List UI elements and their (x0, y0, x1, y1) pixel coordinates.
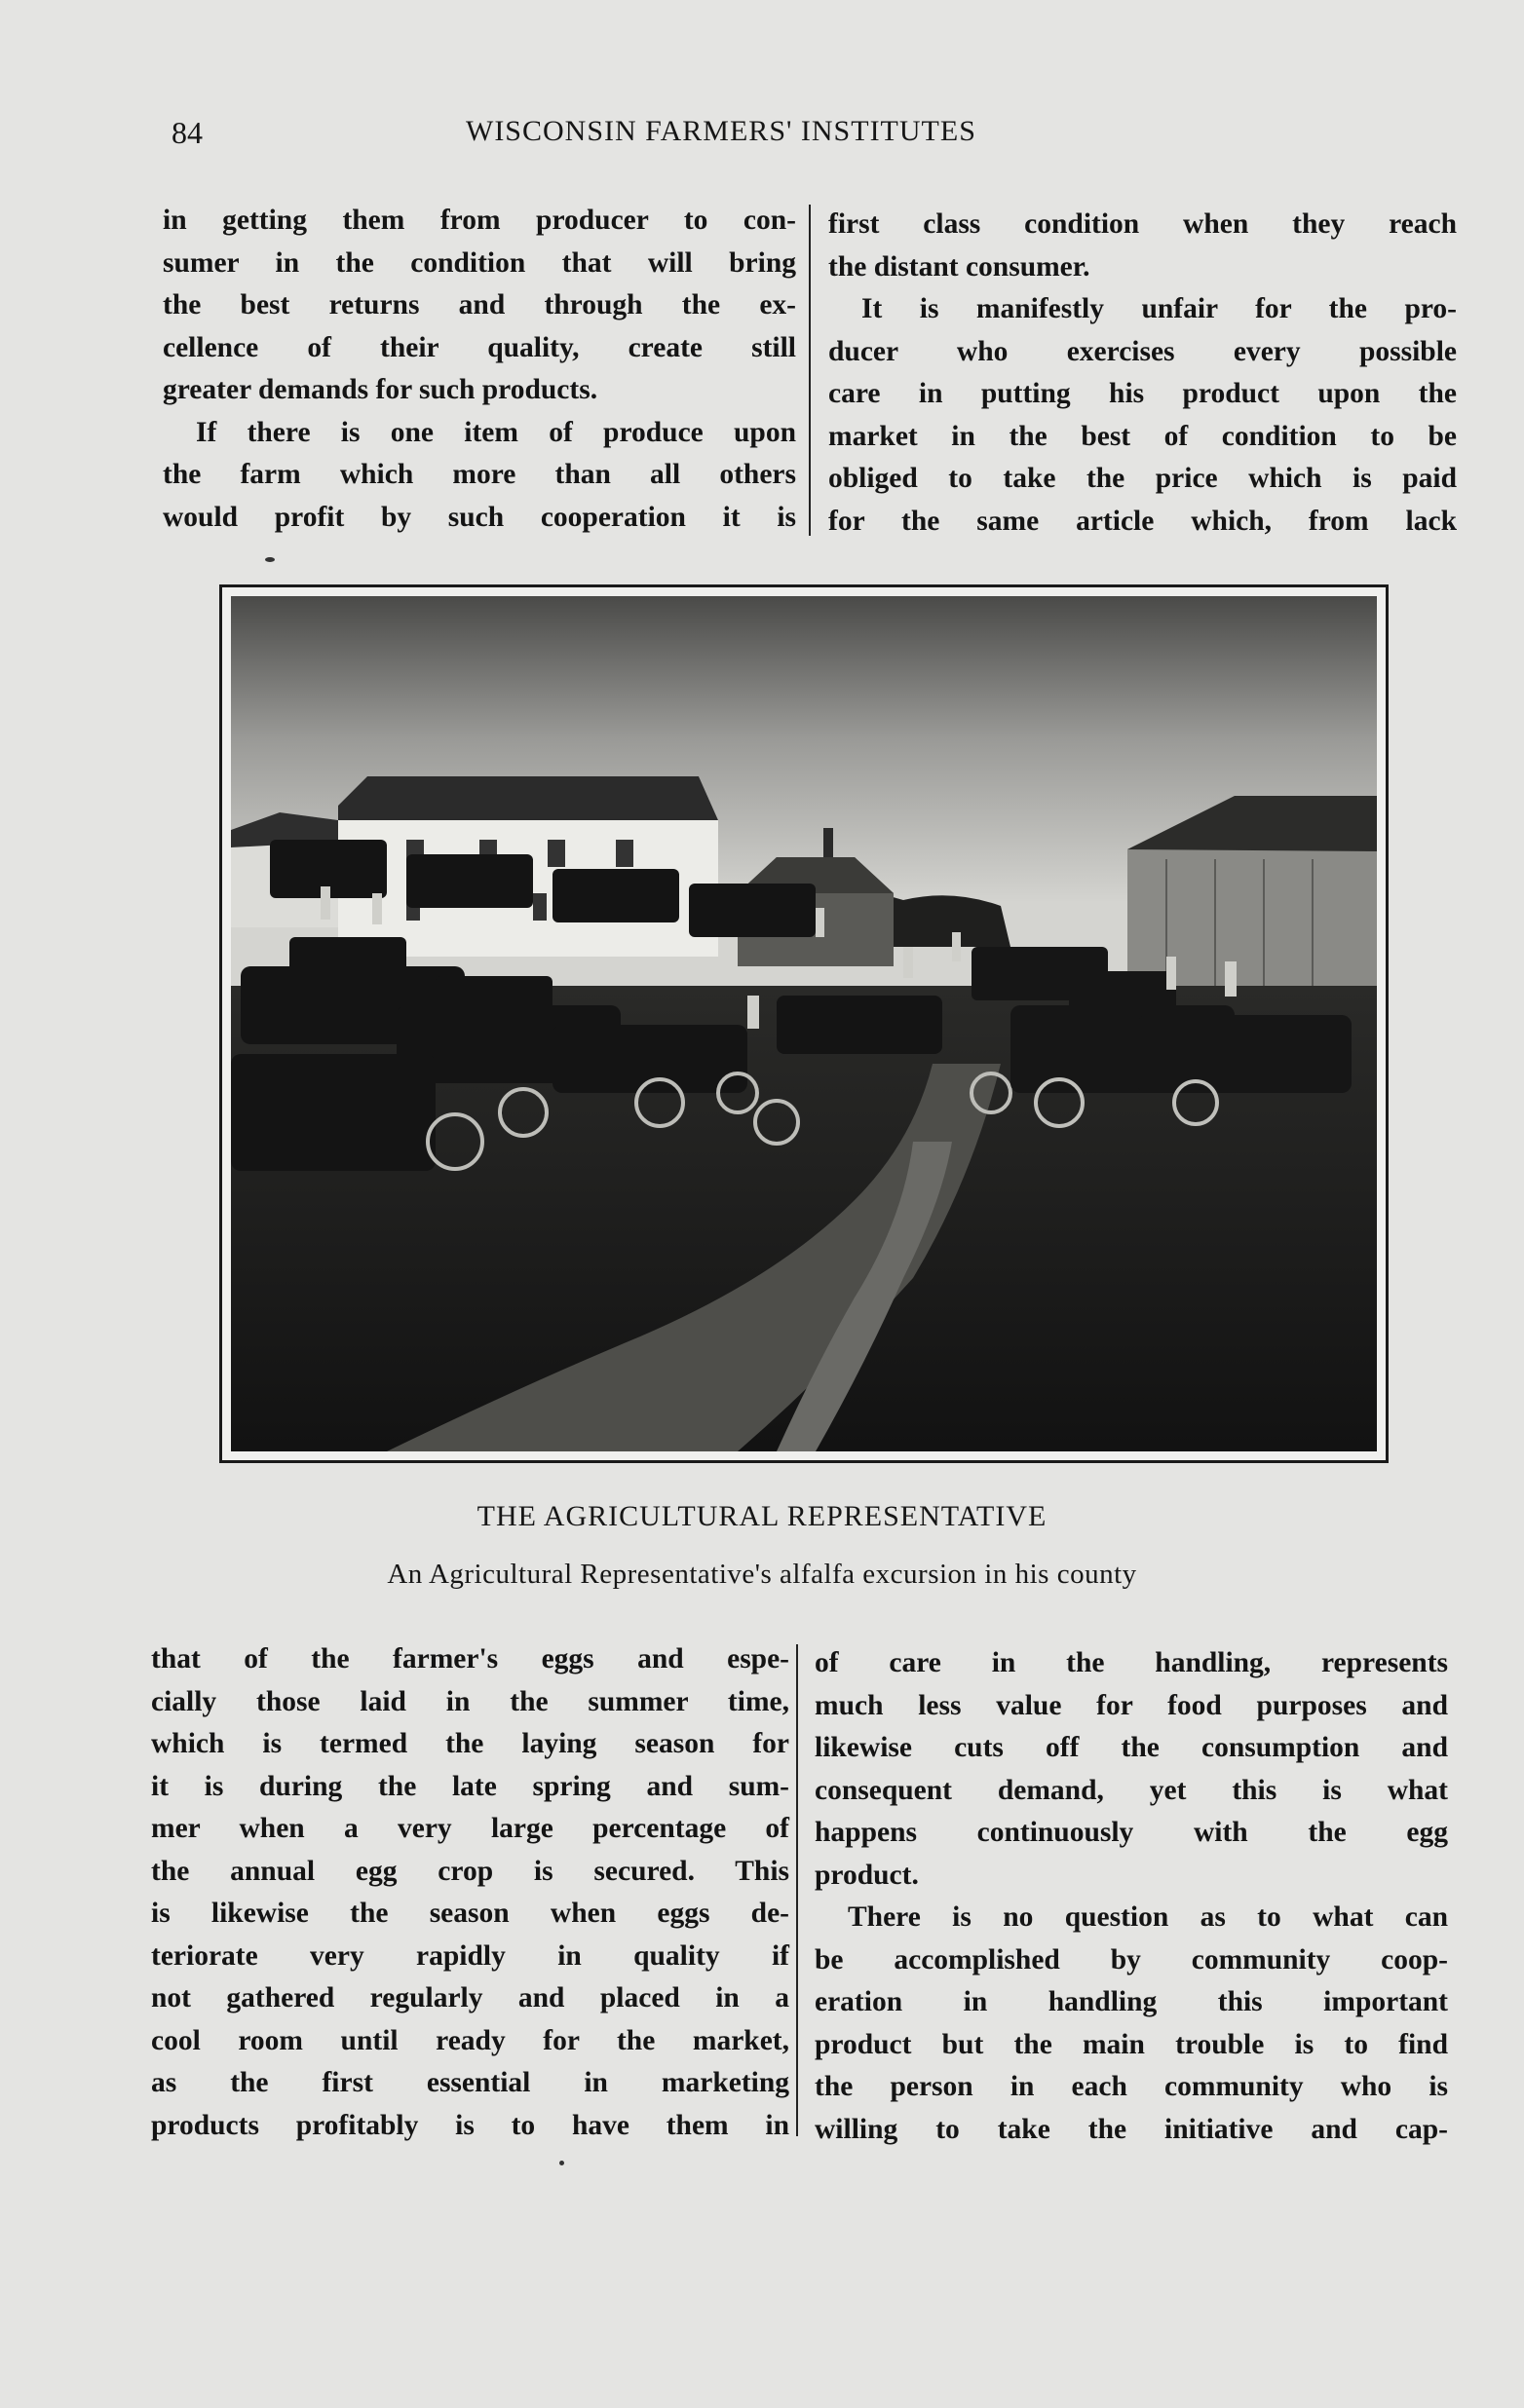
text-line: which is termed the laying season for (151, 1728, 789, 1759)
text-line: cool room until ready for the market, (151, 2024, 789, 2056)
text-line: market in the best of condition to be (828, 420, 1457, 452)
text-line: the person in each community who is (815, 2071, 1448, 2102)
text-line: mer when a very large percentage of (151, 1813, 789, 1844)
text-line: the annual egg crop is secured. This (151, 1855, 789, 1887)
text-line: teriorate very rapidly in quality if (151, 1939, 789, 1972)
photograph (219, 584, 1389, 1463)
text-line: for the same article which, from lack (828, 505, 1457, 537)
page-number: 84 (171, 115, 203, 150)
page-header (164, 115, 1391, 164)
bottom-right-column (815, 1642, 1448, 2151)
text-line: it is during the late spring and sum- (151, 1770, 789, 1802)
text-line: product but the main trouble is to find (815, 2028, 1448, 2060)
text-line: willing to take the initiative and cap- (815, 2113, 1448, 2145)
text-line: is likewise the season when eggs de- (151, 1898, 789, 1929)
text-line: If there is one item of produce upon (196, 416, 796, 448)
text-line: in getting them from producer to con- (163, 205, 796, 236)
text-line: would profit by such cooperation it is (163, 501, 796, 533)
farm-scene-photo (231, 596, 1377, 1451)
text-line: cially those laid in the summer time, (151, 1685, 789, 1717)
top-left-column (163, 200, 796, 539)
text-line: eration in handling this important (815, 1986, 1448, 2017)
running-title: WISCONSIN FARMERS' INSTITUTES (466, 115, 976, 147)
text-line: ducer who exercises every possible (828, 335, 1457, 367)
text-line: It is manifestly unfair for the pro- (861, 293, 1457, 324)
text-line: care in putting his product upon the (828, 378, 1457, 409)
print-speck (559, 2161, 564, 2165)
text-line: products profitably is to have them in (151, 2109, 789, 2141)
figure-caption-title: THE AGRICULTURAL REPRESENTATIVE (476, 1500, 1048, 1532)
figure-caption-subtitle: An Agricultural Representative's alfalfa excursion in his county (387, 1559, 1137, 1590)
text-line: consequent demand, yet this is what (815, 1774, 1448, 1806)
text-line: obliged to take the price which is paid (828, 463, 1457, 494)
text-line: likewise cuts off the consumption and (815, 1732, 1448, 1763)
text-line: happens continuously with the egg (815, 1817, 1448, 1848)
text-line: much less value for food purposes and (815, 1689, 1448, 1721)
text-line: the farm which more than all others (163, 459, 796, 490)
text-line: the best returns and through the ex- (163, 289, 796, 320)
text-line: first class condition when they reach (828, 208, 1457, 240)
text-line: greater demands for such products. (163, 374, 598, 405)
column-divider (809, 205, 811, 536)
column-divider (796, 1644, 798, 2136)
text-line: the distant consumer. (828, 250, 1090, 282)
print-speck (265, 557, 275, 562)
text-line: of care in the handling, represents (815, 1647, 1448, 1678)
text-line: cellence of their quality, create still (163, 331, 796, 363)
top-right-column (828, 204, 1457, 543)
bottom-left-column (151, 1638, 789, 2147)
text-line: product. (815, 1859, 919, 1891)
text-line: not gathered regularly and placed in a (151, 1982, 789, 2013)
text-line: that of the farmer's eggs and espe- (151, 1643, 789, 1674)
text-line: be accomplished by community coop- (815, 1943, 1448, 1975)
text-line: There is no question as to what can (848, 1901, 1448, 1933)
text-line: as the first essential in marketing (151, 2067, 789, 2098)
text-line: sumer in the condition that will bring (163, 246, 796, 279)
